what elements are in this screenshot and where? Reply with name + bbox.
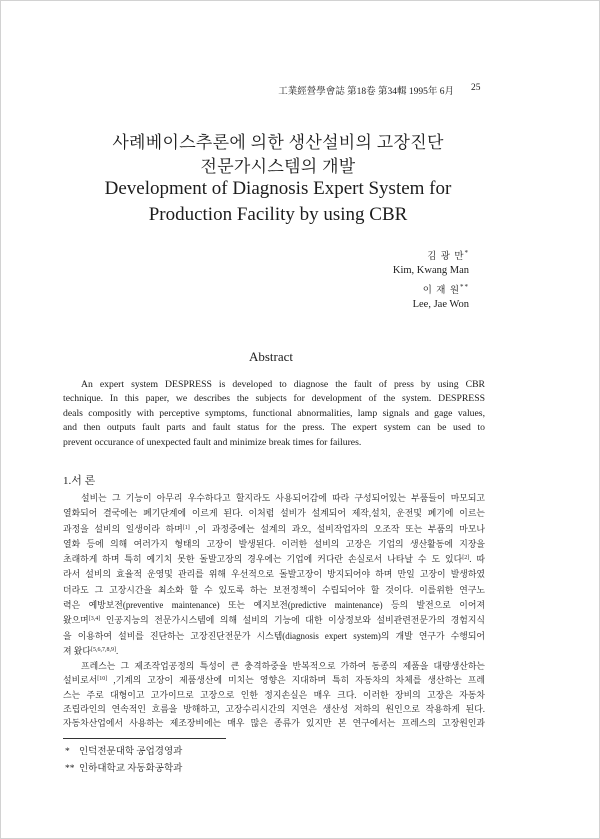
- body-line: [63, 673, 485, 687]
- body-line: [63, 567, 485, 582]
- text-segment: prevent occurance of unexpected fault and minimize break times for failures.: [63, 436, 362, 448]
- body-line: [63, 613, 485, 628]
- text-segment: An expert system DESPRESS is developed to diagnose the fault of press by using CBR: [81, 379, 485, 390]
- abstract-line: [63, 378, 485, 392]
- abstract-heading: Abstract: [248, 349, 294, 364]
- author-name: 이 재 원: [422, 286, 460, 296]
- running-header: 工業經營學會誌 第18卷 第34輯 1995年 6月: [278, 87, 454, 97]
- text-segment: 라서 설비의 효율적 운영및 관리를 위해 우선적으로 돌발고장이 방지되어야 하며 만일 고장이 발생하였: [63, 569, 485, 580]
- author-footnote-mark: *: [464, 249, 469, 257]
- section-heading-introduction: 1.서 론: [63, 475, 96, 487]
- footnote-text: 인덕전문대학 공업경영과: [79, 747, 183, 757]
- text-segment: 스는 주로 대형이고 고가이므로 고장으로 인한 정지손실은 매우 크다. 이러한 장비의 고장은 자동차: [63, 689, 485, 700]
- text-segment: 과정을 설비의 일생이라 하며: [63, 523, 183, 534]
- citation-reference: [10]: [97, 676, 108, 683]
- text-segment: and then outputs fault parts and fault status for the press. The expert system can be used to: [63, 422, 485, 434]
- citation-reference: [3,4]: [88, 616, 101, 623]
- text-segment: 왔으며: [63, 615, 89, 626]
- body-line: [63, 506, 485, 521]
- abstract-line: [63, 392, 485, 406]
- title-english-line-2: Production Facility by using CBR: [148, 204, 408, 225]
- body-line: [63, 716, 485, 730]
- footnote-2: [65, 760, 182, 774]
- footnote-mark: **: [65, 764, 75, 774]
- body-line: [63, 659, 485, 673]
- citation-reference: [2]: [462, 555, 470, 562]
- author-1-english: Kim, Kwang Man: [392, 265, 469, 276]
- text-segment: 져 왔다: [63, 645, 91, 656]
- text-segment: . 따: [469, 554, 485, 565]
- footnote-mark: *: [65, 747, 70, 757]
- body-line: [63, 552, 485, 567]
- abstract-body: [63, 378, 485, 450]
- text-segment: 력은 예방보전(preventive maintenance) 또는 예지보전(predictive maintenance) 등의 발전으로 이어져: [63, 600, 485, 611]
- author-name: 김 광 만: [427, 252, 465, 262]
- body-line: [63, 537, 485, 552]
- text-segment: 설비는 그 기능이 아무리 우수하다고 할지라도 사용되어감에 따라 구성되어있는 부품들이 마모되고: [81, 493, 485, 503]
- footnote-text: 인하대학교 자동화공학과: [79, 764, 183, 774]
- citation-reference: [1]: [182, 524, 190, 531]
- text-segment: deals compositly with perceptive symptoms, functional abnormalities, lamp signals and gage values,: [63, 407, 485, 419]
- text-segment: 프레스는 그 제조작업공정의 특성이 큰 충격하중을 반복적으로 가하여 동종의 제품을 대량생산하는: [81, 661, 485, 671]
- text-segment: 을 이용하여 설비를 진단하는 고장진단전문가 시스템(diagnosis expert system)의 개발 연구가 수행되어: [63, 630, 485, 641]
- author-footnote-mark: **: [460, 283, 469, 291]
- footnote-divider: [63, 738, 226, 739]
- text-segment: 열화되어 결국에는 폐기단계에 이르게 된다. 이처럼 설비가 설계되어 제작,설치, 운전및 폐기에 이르는: [63, 508, 485, 519]
- intro-paragraph-2: [63, 659, 485, 730]
- abstract-line: [63, 421, 485, 435]
- text-segment: 열화 등에 의해 여러가지 형태의 고장이 발생된다. 이러한 설비의 고장은 기업의 생산활동에 지장을: [63, 538, 485, 549]
- body-line: [63, 522, 485, 537]
- footnote-1: [65, 743, 182, 757]
- body-line: [63, 583, 485, 598]
- body-line: [63, 629, 485, 644]
- text-segment: .: [115, 645, 119, 656]
- text-segment: 초래하게 하며 특히 예기치 못한 돌발고장의 경우에는 기업에 커다란 손실로서 나타날 수 도 있다: [63, 554, 463, 565]
- text-segment: 자동차산업에서 사용하는 제조장비에는 매우 많은 종류가 있지만 본 연구에서는 프레스의 고장원인과: [63, 718, 485, 729]
- abstract-line: [63, 407, 485, 421]
- author-1-korean: [427, 248, 469, 262]
- abstract-line: [63, 436, 485, 450]
- body-line: [63, 702, 485, 716]
- text-segment: 조립라인의 연속적인 흐름을 방해하고, 고장수리시간의 지연은 생산성 저하의 원인으로 작용하게 된다.: [63, 703, 485, 714]
- page-number: 25: [471, 83, 481, 93]
- intro-paragraph-1: [63, 491, 485, 659]
- title-english-line-1: Development of Diagnosis Expert System for: [104, 178, 452, 199]
- body-line: [63, 644, 485, 659]
- text-segment: ,이 과정중에는 설계의 과오, 설비작업자의 오조작 또는 부품의 마모나: [189, 523, 485, 534]
- text-segment: 더라도 그 고장시간을 최소화 할 수 있도록 하는 보전정책이 수립되어야 할 것이다. 이를위한 연구노: [63, 584, 485, 595]
- body-line: [63, 491, 485, 506]
- body-line: [63, 688, 485, 702]
- text-segment: ,기계의 고장이 제품생산에 미치는 영향은 지대하며 특히 자동차의 차체를 생산하는 프레: [107, 675, 485, 686]
- text-segment: technique. In this paper, we describes the subjects for development of the system. DESPRESS: [63, 393, 485, 405]
- body-line: [63, 598, 485, 613]
- citation-reference: [5,6,7,8,9]: [90, 646, 116, 653]
- title-korean-line-2: 전문가시스템의 개발: [200, 157, 356, 176]
- text-segment: 설비로서: [63, 675, 98, 686]
- author-2-english: Lee, Jae Won: [412, 299, 469, 310]
- title-korean-line-1: 사례베이스추론에 의한 생산설비의 고장진단: [112, 133, 444, 152]
- author-2-korean: [423, 282, 469, 296]
- text-segment: 인공지능의 전문가시스템에 의해 설비의 기능에 대한 이상정보와 설비관련전문가의 경험지식: [100, 615, 485, 626]
